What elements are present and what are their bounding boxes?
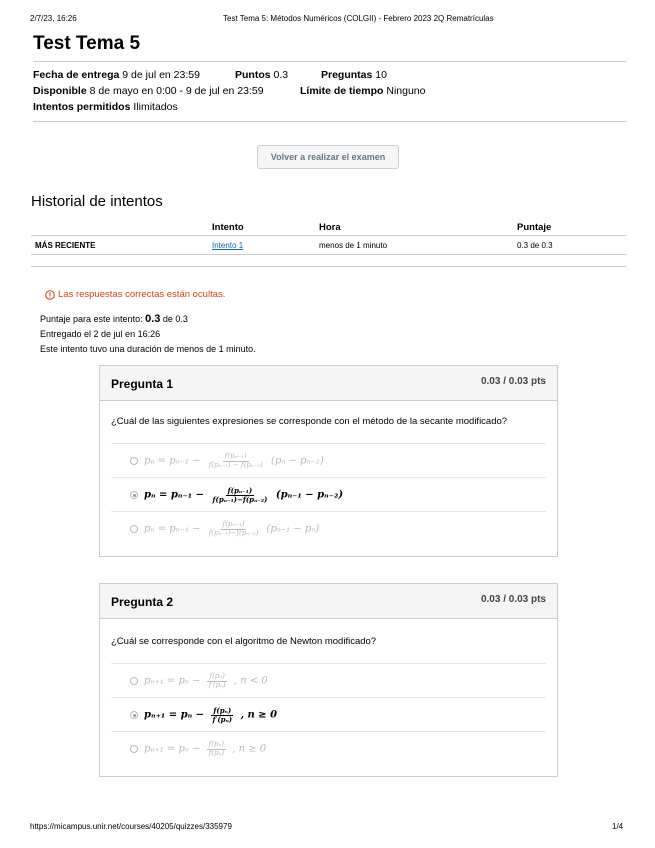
preguntas-meta (321, 69, 387, 81)
warning-circle-icon (45, 290, 55, 300)
puntos-label: Puntos (235, 69, 271, 81)
print-doc-title: Test Tema 5: Métodos Numéricos (COLGII) - Febrero 2023 2Q Rematrículas (223, 14, 494, 23)
question-card-1 (99, 365, 558, 557)
col-header-hora: Hora (319, 222, 341, 233)
radio-button-selected[interactable] (130, 711, 138, 719)
answer-formula: pₙ = pₙ₋₁ − $\frac{\text{f(pₙ₋₁)}}{\text{f(pₙ₋₁)−f(pₙ₋₂)}}$ (pₙ₋₁ − pₙ₋₂) (144, 486, 344, 504)
score-prefix: Puntaje para este intento: (40, 314, 143, 324)
answer-formula: pₙ = pₙ₋₁ − $\frac{\text{f(pₙ₋₁)}}{\text{f(pₙ₋₁) − f(pₙ₋₂)}}$ (pₙ − pₙ₋₂) (144, 452, 324, 469)
print-page-number: 1/4 (612, 822, 624, 831)
question-text: ¿Cuál de las siguientes expresiones se corresponde con el método de la secante modificado? (111, 416, 508, 427)
question-header (100, 584, 557, 619)
answers-hidden-warning (45, 289, 225, 300)
disponible-label: Disponible (33, 85, 87, 97)
answer-option[interactable] (111, 663, 546, 698)
answer-option[interactable] (111, 731, 546, 766)
answer-formula: pₙ₊₁ = pₙ − $\frac{\text{f(pₙ)}}{\text{f(pₙ)}}$ , n ≥ 0 (144, 740, 267, 757)
divider (31, 266, 626, 267)
attempt-time: menos de 1 minuto (319, 241, 388, 250)
question-text: ¿Cuál se corresponde con el algoritmo de Newton modificado? (111, 636, 377, 647)
question-points: 0.03 / 0.03 pts (480, 376, 546, 387)
question-card-2 (99, 583, 558, 777)
score-line (40, 313, 188, 325)
intentos-value: Ilimitados (133, 101, 178, 113)
question-points: 0.03 / 0.03 pts (480, 594, 546, 605)
radio-button[interactable] (130, 745, 138, 753)
score-value: 0.3 (145, 313, 161, 325)
attempt-link[interactable]: Intento 1 (212, 241, 244, 250)
radio-button[interactable] (130, 525, 138, 533)
table-row (212, 241, 243, 250)
page-title: Test Tema 5 (33, 33, 141, 54)
puntos-value: 0.3 (273, 69, 289, 81)
duration-text: Este intento tuvo una duración de menos de 1 minuto. (40, 344, 256, 354)
limite-value: Ninguno (386, 85, 426, 97)
col-header-intento: Intento (212, 222, 244, 233)
submitted-text: Entregado el 2 de jul en 16:26 (40, 329, 161, 339)
fecha-label: Fecha de entrega (33, 69, 120, 81)
fecha-value: 9 de jul en 23:59 (122, 69, 200, 81)
preguntas-value: 10 (375, 69, 387, 81)
question-title: Pregunta 2 (111, 595, 174, 609)
divider (33, 121, 626, 122)
disponible-value: 8 de mayo en 0:00 - 9 de jul en 23:59 (89, 85, 264, 97)
col-header-puntaje: Puntaje (517, 222, 552, 233)
quiz-meta-row-1 (33, 69, 200, 81)
warning-text: Las respuestas correctas están ocultas. (58, 289, 226, 300)
answer-option-selected[interactable] (111, 477, 546, 512)
radio-button[interactable] (130, 677, 138, 685)
answer-formula: pₙ₊₁ = pₙ − $\frac{\text{f(pₙ)}}{\text{f′(pₙ)}}$ , n < 0 (144, 672, 268, 689)
answer-option[interactable] (111, 511, 546, 546)
limite-meta (300, 85, 425, 97)
question-title: Pregunta 1 (111, 377, 174, 391)
limite-label: Límite de tiempo (300, 85, 384, 97)
disponible-meta (33, 85, 264, 97)
attempt-score: 0.3 de 0.3 (517, 241, 553, 250)
puntos-meta (235, 69, 288, 81)
history-title: Historial de intentos (31, 193, 163, 210)
radio-button[interactable] (130, 457, 138, 465)
answer-formula: pₙ = pₙ₋₁ − $\frac{\text{f(pₙ₋₁)}}{\text{f(pₙ₋₁)−f(pₙ₋₂)}}$ (pₙ₋₁ − pₙ) (144, 520, 320, 537)
print-url: https://micampus.unir.net/courses/40205/quizzes/335979 (30, 822, 232, 831)
question-header (100, 366, 557, 401)
answer-formula: pₙ₊₁ = pₙ − $\frac{\text{f(pₙ)}}{\text{f′(pₙ)}}$ , n ≥ 0 (144, 706, 278, 724)
score-suffix: de 0.3 (162, 314, 188, 324)
row-label: MÁS RECIENTE (35, 241, 96, 250)
radio-button-selected[interactable] (130, 491, 138, 499)
print-datetime: 2/7/23, 16:26 (30, 14, 77, 23)
intentos-meta (33, 101, 178, 113)
answer-option[interactable] (111, 443, 546, 478)
answer-option-selected[interactable] (111, 697, 546, 732)
intentos-label: Intentos permitidos (33, 101, 131, 113)
divider (31, 254, 626, 255)
retake-quiz-button[interactable]: Volver a realizar el examen (257, 145, 399, 169)
divider (31, 235, 626, 236)
preguntas-label: Preguntas (321, 69, 373, 81)
divider (33, 61, 626, 62)
